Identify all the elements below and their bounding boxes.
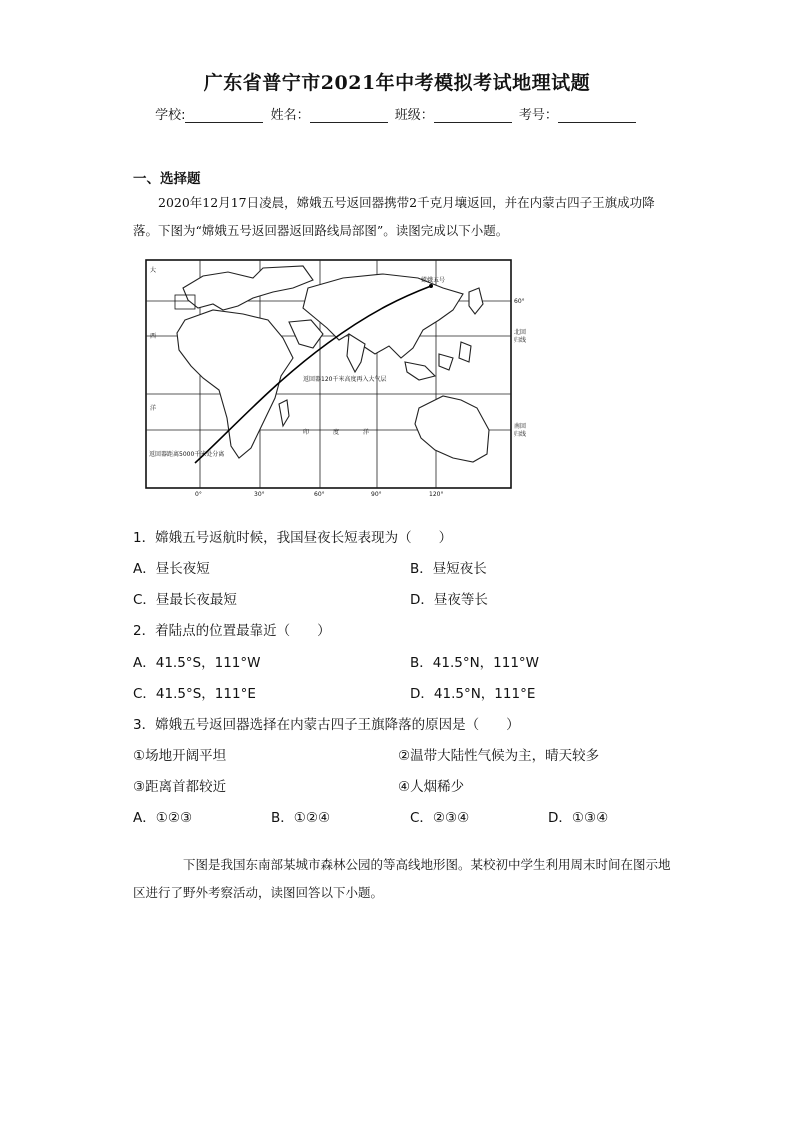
svg-text:归线: 归线 [514, 431, 527, 438]
q3-reason-3: ③距离首都较近 [133, 779, 227, 795]
q2-option-a[interactable]: A．41.5°S，111°W [133, 655, 261, 671]
q3-option-c[interactable]: C．②③④ [410, 810, 470, 826]
q1-option-d[interactable]: D．昼夜等长 [410, 592, 488, 608]
q3-stem: 3．嫦娥五号返回器选择在内蒙古四子王旗降落的原因是（ ） [133, 717, 520, 733]
q1-stem: 1．嫦娥五号返航时候，我国昼夜长短表现为（ ） [133, 530, 453, 546]
lat-label-60: 60° [514, 298, 525, 305]
q3-reason-4: ④人烟稀少 [398, 779, 465, 795]
q2-option-c[interactable]: C．41.5°S，111°E [133, 686, 256, 702]
lat-label-tropic-s: 南回 [514, 423, 527, 430]
number-label: 考号： [518, 108, 558, 123]
ocean-label-du: 度 [333, 429, 340, 436]
intro-paragraph: 2020年12月17日凌晨，嫦娥五号返回器携带2千克月壤返回，并在内蒙古四子王旗成功降落。下图为“嫦娥五号返回器返回路线局部图”。读图完成以下小题。 [133, 195, 655, 238]
ocean-label-yin: 印 [303, 429, 310, 436]
q3-reason-1: ①场地开阔平坦 [133, 748, 227, 764]
map-label-da: 大 [150, 267, 157, 274]
landing-point [429, 284, 433, 288]
q3-option-b[interactable]: B．①②④ [271, 810, 331, 826]
q3-option-d[interactable]: D．①③④ [548, 810, 609, 826]
q3-reason-2: ②温带大陆性气候为主，晴天较多 [398, 748, 600, 764]
q1-option-a[interactable]: A．昼长夜短 [133, 561, 210, 577]
lon-label-0: 0° [195, 491, 202, 498]
svg-text:归线: 归线 [514, 337, 527, 344]
lon-label-30: 30° [254, 491, 265, 498]
name-blank[interactable] [310, 109, 388, 123]
map-svg [143, 258, 543, 498]
q1-option-c[interactable]: C．昼最长夜最短 [133, 592, 237, 608]
q3-option-a[interactable]: A．①②③ [133, 810, 193, 826]
section2-intro: 下图是我国东南部某城市森林公园的等高线地形图。某校初中学生利用周末时间在图示地区进行了野外考察活动，读图回答以下小题。 [133, 857, 671, 900]
school-blank[interactable] [185, 109, 263, 123]
lon-label-60: 60° [314, 491, 325, 498]
page-title: 广东省普宁市2021年中考模拟考试地理试题 [203, 72, 591, 94]
section-heading: 一、选择题 [133, 171, 201, 187]
school-label: 学校: [155, 108, 186, 123]
number-blank[interactable] [558, 109, 636, 123]
map-label-yang: 洋 [150, 405, 157, 412]
q2-option-b[interactable]: B．41.5°N，111°W [410, 655, 540, 671]
start-route-label: 返回器距离5000千米处分离 [149, 451, 225, 458]
q2-option-d[interactable]: D．41.5°N，111°E [410, 686, 536, 702]
student-info-row [0, 104, 794, 123]
lat-label-tropic-n: 北回 [514, 329, 527, 336]
landing-label: 嫦娥五号 [421, 277, 446, 284]
lon-label-120: 120° [429, 491, 444, 498]
mid-route-label: 返回器120千米高度再入大气层 [303, 376, 387, 383]
class-label: 班级： [394, 108, 434, 123]
name-label: 姓名： [270, 108, 310, 123]
q1-option-b[interactable]: B．昼短夜长 [410, 561, 487, 577]
lon-label-90: 90° [371, 491, 382, 498]
ocean-label-yang2: 洋 [363, 429, 370, 436]
map-label-xi: 西 [150, 333, 157, 340]
q2-stem: 2．着陆点的位置最靠近（ ） [133, 623, 331, 639]
class-blank[interactable] [434, 109, 512, 123]
return-route-map [143, 258, 543, 498]
